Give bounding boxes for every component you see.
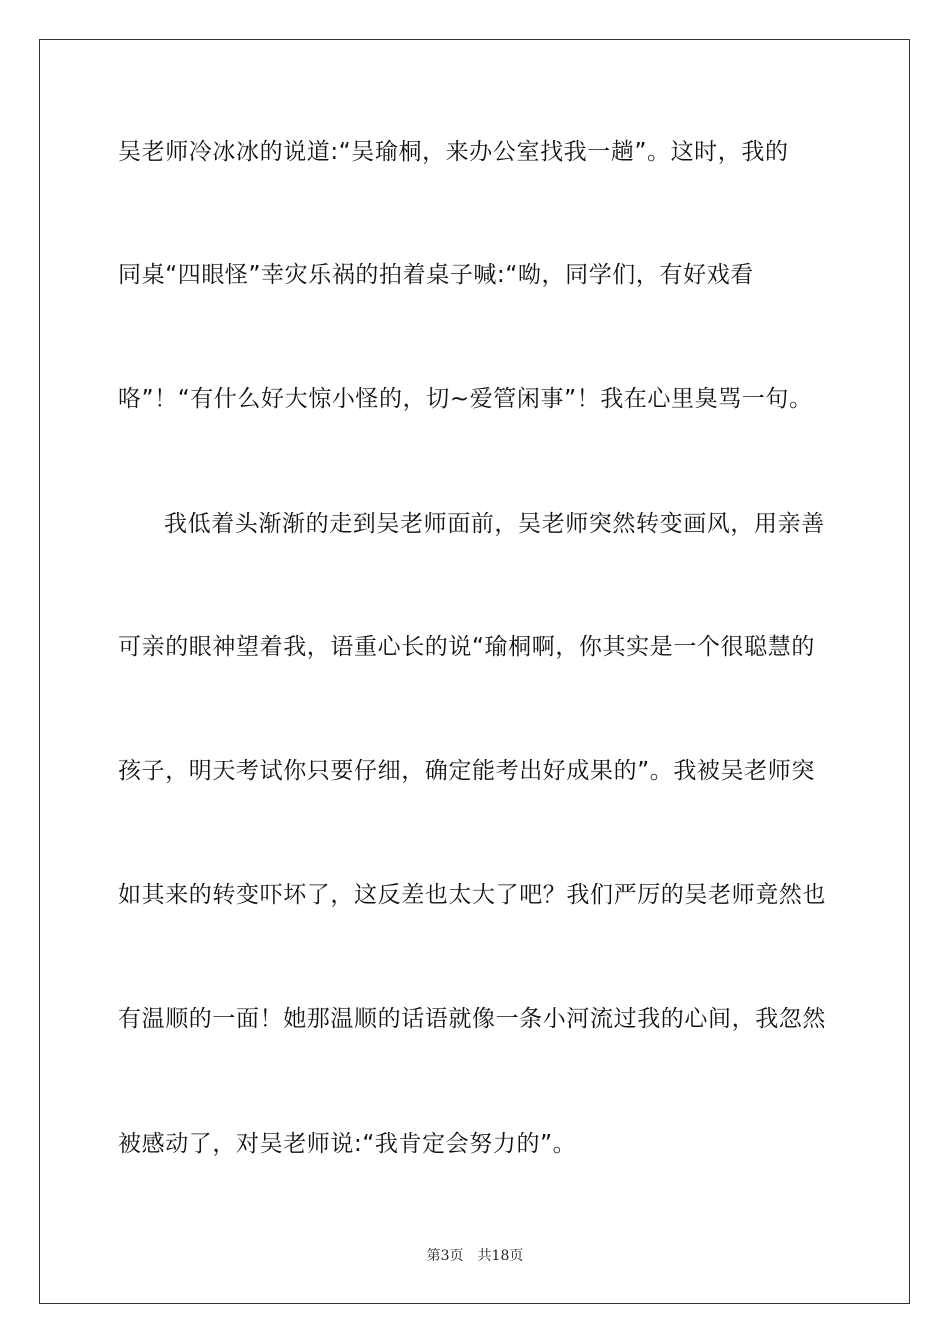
paragraph-start-line: 我低着头渐渐的走到吴老师面前，吴老师突然转变画风，用亲善 <box>164 511 825 537</box>
text-line: 孩子，明天考试你只要仔细，确定能考出好成果的”。我被吴老师突 <box>118 758 815 784</box>
page-number-current: 第3页 <box>426 1248 464 1264</box>
page-number-total: 共18页 <box>477 1248 524 1264</box>
text-line: 同桌“四眼怪”幸灾乐祸的拍着桌子喊:“呦，同学们，有好戏看 <box>118 262 754 288</box>
page-footer <box>0 1247 950 1265</box>
text-line: 咯”！“有什么好大惊小怪的，切~爱管闲事”！我在心里臭骂一句。 <box>118 386 813 412</box>
text-line: 吴老师冷冰冰的说道:“吴瑜桐，来办公室找我一趟”。这时，我的 <box>118 139 789 165</box>
text-line: 如其来的转变吓坏了，这反差也太大了吧？我们严厉的吴老师竟然也 <box>118 882 826 908</box>
text-line: 有温顺的一面！她那温顺的话语就像一条小河流过我的心间，我忽然 <box>118 1006 826 1032</box>
page-border <box>39 39 910 1304</box>
text-line: 可亲的眼神望着我，语重心长的说“瑜桐啊，你其实是一个很聪慧的 <box>118 634 815 660</box>
text-line: 被感动了，对吴老师说:“我肯定会努力的”。 <box>118 1131 577 1157</box>
